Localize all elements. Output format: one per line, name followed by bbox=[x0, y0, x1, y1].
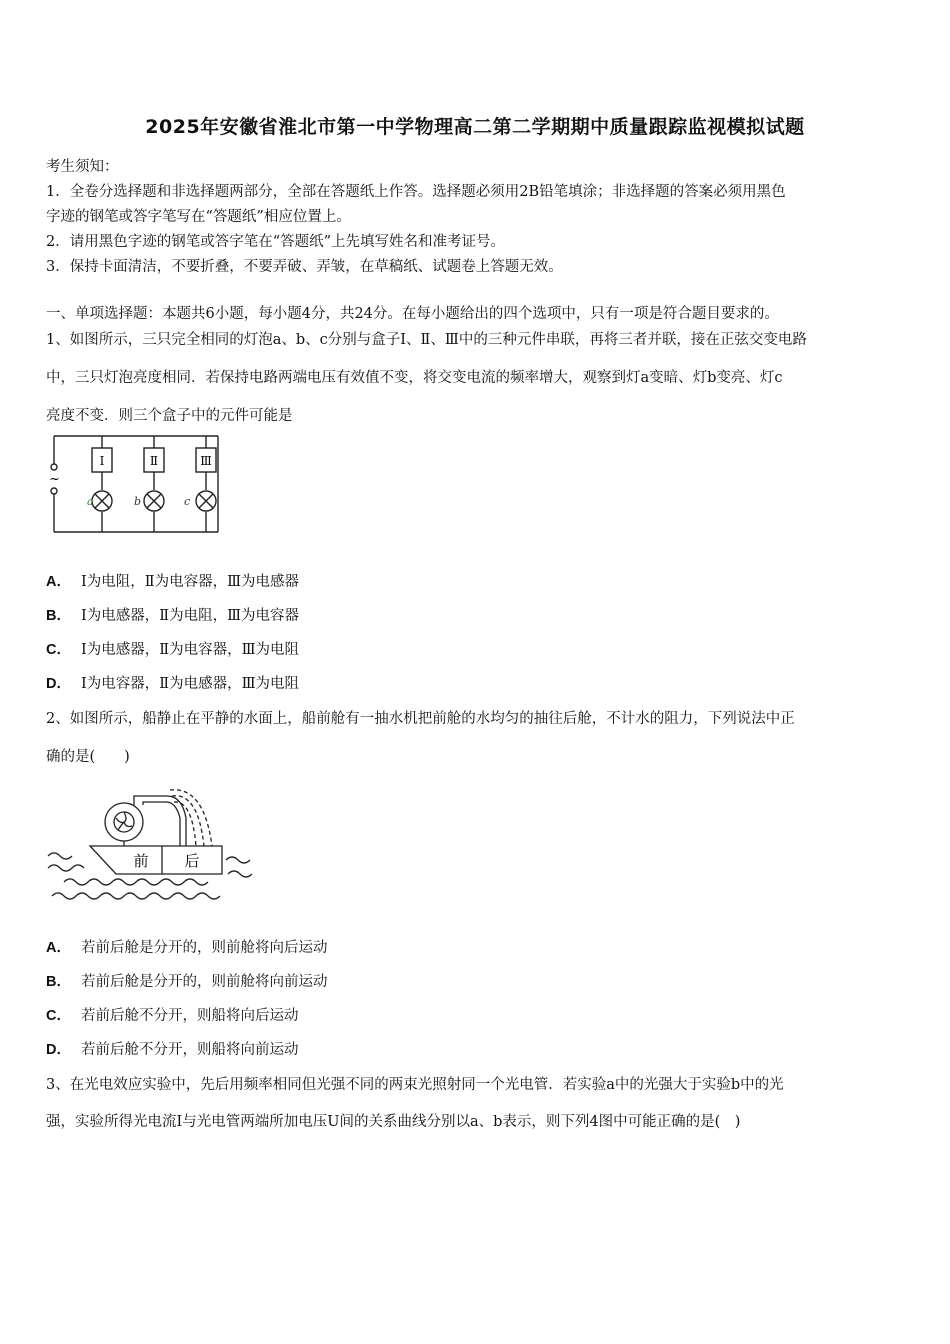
q1-stem-line: 亮度不变．则三个盒子中的元件可能是 bbox=[46, 408, 293, 424]
ac-source-symbol: ~ bbox=[49, 472, 60, 487]
q2-option-a: A． 若前后舱是分开的，则前舱将向后运动 bbox=[46, 940, 328, 956]
terminal-bottom bbox=[51, 488, 57, 494]
q2-option-d: D． 若前后舱不分开，则船将向前运动 bbox=[46, 1042, 299, 1058]
front-cabin-label: 前 bbox=[133, 852, 149, 870]
notice-heading: 考生须知： bbox=[46, 159, 119, 175]
q1-stem-line: 中，三只灯泡亮度相同．若保持电路两端电压有效值不变，将交变电流的频率增大，观察到灯a变暗、灯b变亮、灯c bbox=[46, 370, 783, 386]
q2-boat-diagram bbox=[44, 778, 258, 906]
lamp-a-label: a bbox=[87, 495, 94, 508]
box-2-label: Ⅱ bbox=[149, 454, 159, 468]
box-1-label: Ⅰ bbox=[99, 454, 105, 468]
q1-circuit-diagram bbox=[44, 434, 224, 536]
q1-stem-line: 1、如图所示，三只完全相同的灯泡a、b、c分别与盒子Ⅰ、Ⅱ、Ⅲ中的三种元件串联，再将三者并联，接在正弦交变电路 bbox=[46, 332, 807, 348]
q3-stem-line: 3、在光电效应实验中，先后用频率相同但光强不同的两束光照射同一个光电管．若实验a中的光强大于实验b中的光 bbox=[46, 1077, 784, 1093]
notice-line: 字迹的钢笔或答字笔写在“答题纸”相应位置上。 bbox=[46, 209, 351, 225]
lamp-b-label: b bbox=[134, 495, 142, 508]
section-heading: 一、单项选择题：本题共6小题，每小题4分，共24分。在每小题给出的四个选项中，只有一项是符合题目要求的。 bbox=[46, 306, 779, 322]
q1-option-b: B． Ⅰ为电感器，Ⅱ为电阻，Ⅲ为电容器 bbox=[46, 608, 300, 624]
lamp-c-label: c bbox=[184, 495, 191, 508]
box-3-label: Ⅲ bbox=[200, 454, 212, 468]
notice-line: 2．请用黑色字迹的钢笔或答字笔在“答题纸”上先填写姓名和准考证号。 bbox=[46, 234, 506, 250]
boat-hull bbox=[90, 846, 222, 874]
q2-option-c: C． 若前后舱不分开，则船将向后运动 bbox=[46, 1008, 299, 1024]
q1-option-d: D． Ⅰ为电容器，Ⅱ为电感器，Ⅲ为电阻 bbox=[46, 676, 300, 692]
notice-line: 3．保持卡面清洁，不要折叠，不要弄破、弄皱，在草稿纸、试题卷上答题无效。 bbox=[46, 259, 563, 275]
q1-option-a: A． Ⅰ为电阻，Ⅱ为电容器，Ⅲ为电感器 bbox=[46, 574, 300, 590]
terminal-top bbox=[51, 464, 57, 470]
q1-option-c: C． Ⅰ为电感器，Ⅱ为电容器，Ⅲ为电阻 bbox=[46, 642, 300, 658]
page-title: 2025年安徽省淮北市第一中学物理高二第二学期期中质量跟踪监视模拟试题 bbox=[145, 116, 805, 138]
q3-stem-line: 强，实验所得光电流I与光电管两端所加电压U间的关系曲线分别以a、b表示，则下列4图中可能正确的是( ) bbox=[46, 1114, 741, 1130]
notice-line: 1．全卷分选择题和非选择题两部分，全部在答题纸上作答。选择题必须用2B铅笔填涂；非选择题的答案必须用黑色 bbox=[46, 184, 786, 200]
q2-option-b: B． 若前后舱是分开的，则前舱将向前运动 bbox=[46, 974, 328, 990]
back-cabin-label: 后 bbox=[184, 852, 200, 870]
q2-stem-line: 2、如图所示，船静止在平静的水面上，船前舱有一抽水机把前舱的水均匀的抽往后舱，不计水的阻力，下列说法中正 bbox=[46, 711, 795, 727]
q2-stem-line: 确的是( ) bbox=[46, 749, 130, 765]
